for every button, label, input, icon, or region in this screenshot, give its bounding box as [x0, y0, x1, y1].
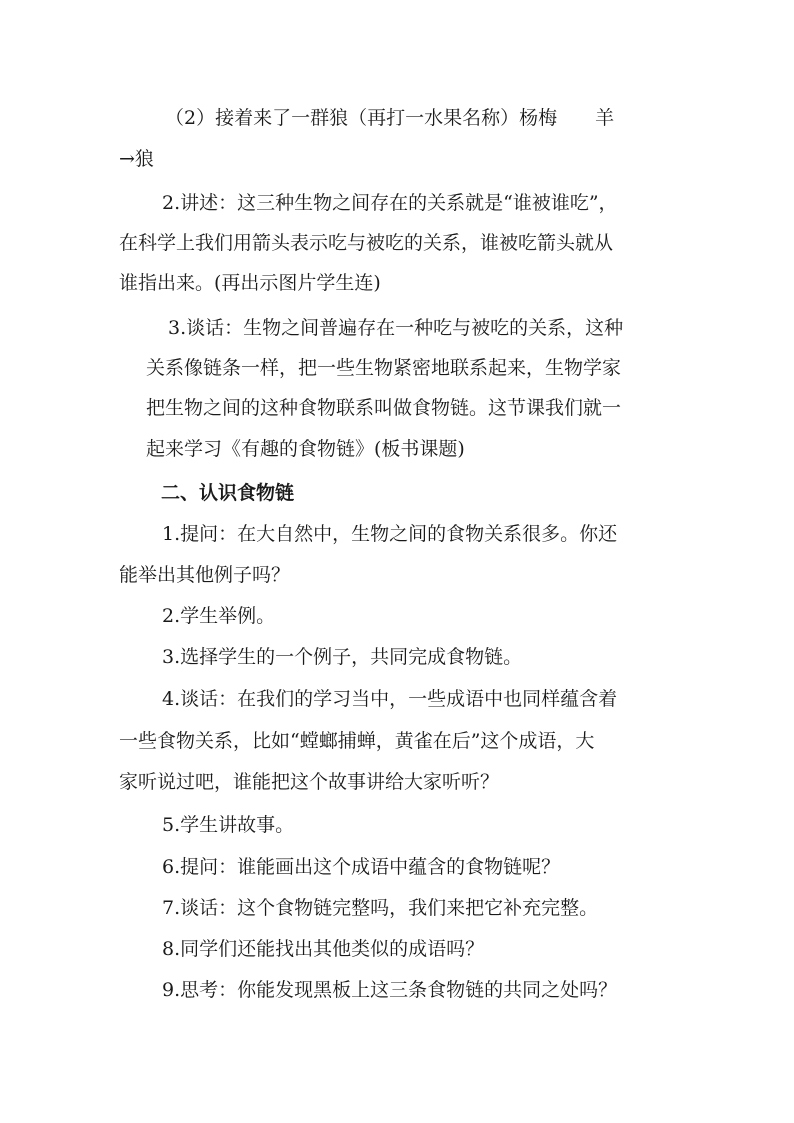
item-4-line-2: 一些食物关系，比如“螳螂捕蝉，黄雀在后”这个成语，大: [119, 730, 595, 752]
item-1-line-1: 1.提问：在大自然中，生物之间的食物关系很多。你还: [162, 523, 618, 545]
item-6: 6.提问：谁能画出这个成语中蕴含的食物链呢？: [162, 856, 561, 878]
intro-line-2: →狼: [119, 148, 154, 170]
intro-line-1: （2）接着来了一群狼（再打一水果名称）杨梅 羊: [165, 107, 615, 129]
paragraph-3-line-2: 关系像链条一样，把一些生物紧密地联系起来，生物学家: [146, 357, 622, 379]
paragraph-3-line-4: 起来学习《有趣的食物链》(板书课题): [146, 438, 465, 460]
item-1-line-2: 能举出其他例子吗？: [119, 564, 291, 586]
item-4-line-3: 家听说过吧，谁能把这个故事讲给大家听听？: [119, 771, 500, 793]
item-9: 9.思考：你能发现黑板上这三条食物链的共同之处吗？: [162, 979, 618, 1001]
paragraph-2-line-1: 2.讲述：这三种生物之间存在的关系就是“谁被谁吃”，: [162, 192, 618, 214]
item-4-line-1: 4.谈话：在我们的学习当中，一些成语中也同样蕴含着: [162, 688, 618, 710]
paragraph-2-line-2: 在科学上我们用箭头表示吃与被吃的关系，谁被吃箭头就从: [119, 232, 614, 254]
paragraph-2-line-3: 谁指出来。(再出示图片学生连): [119, 272, 381, 294]
item-3: 3.选择学生的一个例子，共同完成食物链。: [162, 646, 523, 668]
paragraph-3-line-3: 把生物之间的这种食物联系叫做食物链。这节课我们就一: [146, 397, 622, 419]
item-7: 7.谈话：这个食物链完整吗，我们来把它补充完整。: [162, 897, 599, 919]
section-heading: 二、认识食物链: [161, 482, 295, 504]
paragraph-3-line-1: 3.谈话：生物之间普遍存在一种吃与被吃的关系，这种: [168, 317, 624, 339]
item-5: 5.学生讲故事。: [162, 814, 295, 836]
item-8: 8.同学们还能找出其他类似的成语吗？: [162, 938, 485, 960]
item-2: 2.学生举例。: [162, 605, 276, 627]
